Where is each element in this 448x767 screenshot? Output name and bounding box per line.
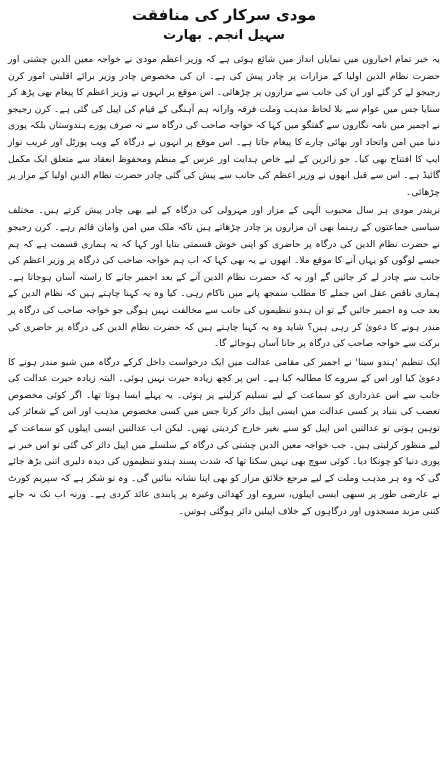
article-title: مودی سرکار کی منافقت (131, 6, 317, 24)
article-paragraph: ایک تنظیم 'ہندو سینا' نے اجمیر کی مقامی عدالت میں ایک درخواست داخل کرکے درگاہ میں شیو مندر ہونے کا دعویٰ کیا اور اس کے سروے کا مطالبہ کیا ہے۔ اس پر کچھ زیادہ حیرت نہیں ہوئی۔ البتہ زیادہ حیرت عدالت کی جانب سے اس عذرداری کو سماعت کے لیے تسلیم کرلینے پر ہوئی۔ یہ پہلے ایسا ہوتا تھا۔ اگر کوئی مخصوص تعصب کی بنیاد پر کسی عدالت میں ایسی اپیل دائر کرتا جس میں کسی مخصوص مذہب اور اس کے شعائر کی توہین ہوتی تو عدالتیں اس اپیل کو سنے بغیر خارج کردیتی تھیں۔ لیکن اب عدالتیں ایسی اپیلوں کو سماعت کے لیے منظور کرلیتی ہیں۔ جب خواجہ معین الدین چشتی کی درگاہ کے سلسلے میں اپیل دائر کی گئی تو اس خبر نے پوری دنیا کو چونکا دیا۔ کوئی سوچ بھی نہیں سکتا تھا کہ شدت پسند ہندو تنظیموں کی دیدہ دلیری اتنی بڑھ جائے گی کہ وہ ہر مذہب وملت کے لیے مرجع خلائق مزار کو بھی اپنا نشانہ بنائیں گی۔ وہ تو شکر ہے کہ سپریم کورٹ نے عارضی طور پر سبھی ایسی اپیلوں، سروے اور کھدائی وغیرہ پر پابندی عائد کردی ہے۔ ورنہ اب تک نہ جانے کتنی مزید مسجدوں اور درگاہوں کے خلاف اپیلیں دائر ہوگئی ہوتیں۔ (8, 356, 440, 518)
article-byline: سہیل انجم۔ بھارت (163, 28, 285, 43)
article-body (8, 52, 440, 521)
article-paragraph: نریندر مودی ہر سال محبوب الٰہی کے مزار اور مہرولی کی درگاہ کے لیے بھی چادر پیش کرتے ہیں۔ مختلف سیاسی جماعتوں کے رہنما بھی ان مزاروں پر چادر چڑھاتے ہیں تاکہ ملک میں امن وامان قائم رہے۔ کرن رجیجو نے حضرت نظام الدین کی درگاہ پر حاضری کو اپنی خوش قسمتی بتایا اور کہا کہ یہ ہماری قسمت ہے کہ ہم جیسے لوگوں کو یہاں آنے کا موقع ملا۔ انھوں نے یہ بھی کہا کہ اب ہم خواجہ صاحب کی درگاہ پر وزیر اعظم کی جانب سے چادر لے کر جائیں گے اور یہ کہ حضرت نظام الدین آنے کے بعد اجمیر جانے کا راستہ آسان ہوجاتا ہے۔ ہماری ناقص عقل اس جملے کا مطلب سمجھ پانے میں ناکام رہی۔ کیا وہ یہ کہنا چاہتے ہیں کہ نظام الدین کے بعد جب وہ اجمیر جائیں گے تو ان ہندو تنظیموں کی جانب سے مخالفت نہیں ہوگی جو خواجہ صاحب کی درگاہ پر مندر ہونے کا دعویٰ کر رہی ہیں؟ شاید وہ یہ کہنا چاہتے ہیں کہ حضرت نظام الدین کی درگاہ پر حاضری کی برکت سے خواجہ صاحب کی درگاہ پر جانا آسان ہوجائے گا۔ (8, 205, 440, 350)
article-paragraph: یہ خبر تمام اخباروں میں نمایاں انداز میں شائع ہوئی ہے کہ وزیر اعظم مودی نے خواجہ معین الدین چشتی اور حضرت نظام الدین اولیا کے مزارات پر چادر پیش کی ہے۔ ان کی مخصوص چادر وزیر برائے اقلیتی امور کرن رجیجو لے کر گئے اور ان کی جانب سے مزاروں پر چڑھائی۔ اس موقع پر انہوں نے وزیر اعظم کا پیغام بھی پڑھ کر سنایا جس میں عوام سے بلا لحاظ مذہب وملت فرقہ وارانہ ہم آہنگی کے قیام کی اپیل کی گئی ہے۔ کرن رجیجو نے اجمیر میں نامہ نگاروں سے گفتگو میں کہا کہ خواجہ صاحب کی درگاہ سے نہ صرف پورے ہندوستان بلکہ پوری دنیا میں امن واتحاد اور بھائی چارے کا پیغام جاتا ہے۔ اس موقع پر انہوں نے درگاہ کے ویب پورٹل اور غریب نواز ایپ کا افتتاح بھی کیا۔ جو زائرین کے لیے خاص ہدایت اور عرس کے منظم ومحفوظ انعقاد سے متعلق ایک مکمل گائیڈ ہے۔ اس سے قبل انھوں نے وزیر اعظم کی جانب سے پیش کی گئی چادر حضرت نظام الدین اولیا کے مزار پر چڑھائی۔ (8, 54, 440, 198)
